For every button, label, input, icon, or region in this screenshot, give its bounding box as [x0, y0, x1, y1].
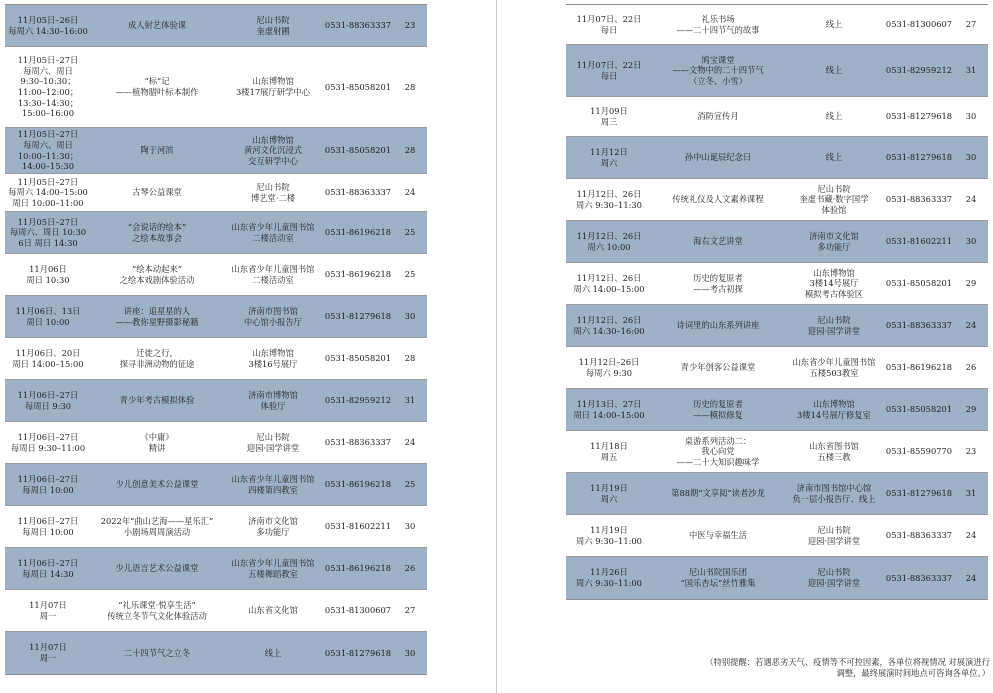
contact-phone: 0531-85590770 [885, 446, 953, 457]
page-number: 30 [965, 236, 977, 247]
event-date: 11月07日 周一 [29, 599, 67, 621]
event-date: 11月06日–27日 每周日 10:00 [17, 515, 79, 537]
event-venue: 尼山书院 奎虚射圃 [256, 14, 290, 36]
table-row [566, 263, 988, 305]
event-date: 11月18日 周五 [590, 440, 628, 462]
page-number: 30 [404, 647, 416, 658]
event-venue: 线上 [825, 19, 843, 30]
contact-phone: 0531-85058201 [885, 278, 953, 289]
event-name: “绘本动起来” 之绘本戏剧体验活动 [119, 263, 195, 285]
contact-phone: 0531-82959212 [324, 395, 392, 406]
event-date: 11月07日 周一 [29, 642, 67, 663]
event-name: 迁徙之行， 探寻非洲动物的征途 [119, 347, 195, 369]
event-name: 历史的复原者 ——模拟修复 [693, 398, 743, 420]
page-number: 29 [965, 278, 977, 289]
event-date: 11月06日–27日 每周日 10:00 [17, 473, 79, 495]
page-number: 31 [404, 395, 416, 406]
event-venue: 山东省图书馆 五楼三教 [809, 440, 859, 462]
page-divider [496, 0, 497, 693]
event-venue: 济南市博物馆 体验厅 [248, 389, 298, 411]
event-name: 2022年“曲山艺海——星乐汇” 小剧场周周演活动 [100, 515, 214, 537]
table-row [5, 5, 427, 47]
event-venue: 尼山书院 迎园·国学讲堂 [807, 524, 861, 546]
contact-phone: 0531-88363337 [885, 194, 953, 205]
page-number: 23 [965, 446, 977, 457]
page-number: 30 [404, 521, 416, 532]
page-number: 24 [965, 320, 977, 331]
contact-phone: 0531-86196218 [885, 362, 953, 373]
contact-phone: 0531-81602211 [885, 236, 953, 247]
event-name: 古琴公益课堂 [132, 187, 182, 198]
page-number: 24 [965, 530, 977, 541]
table-row [566, 137, 988, 179]
event-name: 尼山书院国乐团 “国乐杏坛”丝竹雅集 [680, 567, 756, 588]
page-number: 27 [404, 605, 416, 616]
table-row [5, 254, 427, 296]
event-venue: 尼山书院 迎园·国学讲堂 [246, 431, 300, 453]
event-date: 11月05日–27日 每周六、周日 10:00–11:30； 14:00–15:30 [17, 129, 79, 172]
event-date: 11月05日–27日 每周六、周日 10:30 6日 周日 14:30 [9, 216, 87, 248]
event-date: 11月12日–26日 每周六 9:30 [578, 356, 640, 378]
event-venue: 山东博物馆 3楼14号展厅 模拟考古体验区 [804, 267, 864, 299]
table-row [5, 128, 427, 174]
page-number: 25 [404, 479, 416, 490]
table-row [5, 464, 427, 506]
left-schedule-table [5, 4, 427, 675]
contact-phone: 0531-86196218 [324, 227, 392, 238]
contact-phone: 0531-81279618 [885, 111, 953, 122]
contact-phone: 0531-81279618 [324, 311, 392, 322]
event-date: 11月06日–27日 每周日 14:30 [17, 557, 79, 579]
contact-phone: 0531-81300607 [324, 605, 392, 616]
contact-phone: 0531-85058201 [885, 404, 953, 415]
event-venue: 济南市文化馆 多功能厅 [809, 230, 859, 252]
event-venue: 山东省少年儿童图书馆 五楼舞蹈教室 [231, 557, 315, 579]
page-number: 31 [965, 65, 977, 76]
contact-phone: 0531-85058201 [324, 145, 392, 156]
page-number: 26 [965, 362, 977, 373]
contact-phone: 0531-88363337 [885, 320, 953, 331]
table-row [566, 473, 988, 515]
event-venue: 济南市图书馆中心馆 负一层小报告厅、线上 [792, 482, 876, 504]
contact-phone: 0531-88363337 [885, 530, 953, 541]
page-number: 30 [965, 152, 977, 163]
event-name: 历史的复原者 ——考古初探 [693, 272, 743, 294]
contact-phone: 0531-86196218 [324, 479, 392, 490]
page-number: 24 [965, 194, 977, 205]
page-number: 25 [404, 227, 416, 238]
event-venue: 线上 [825, 152, 843, 163]
event-date: 11月05日–26日 每周六 14:30–16:00 [8, 14, 88, 36]
event-name: 成人射艺体验课 [127, 20, 187, 31]
event-name: 少儿创意美术公益课堂 [115, 479, 199, 490]
table-row [566, 305, 988, 347]
event-name: 海右文艺讲堂 [693, 236, 743, 247]
contact-phone: 0531-81602211 [324, 521, 392, 532]
event-date: 11月12日、26日 周六 14:30–16:00 [573, 314, 645, 336]
contact-phone: 0531-88363337 [885, 572, 953, 583]
event-venue: 山东省少年儿童图书馆 四楼第四教室 [231, 473, 315, 495]
contact-phone: 0531-85058201 [324, 353, 392, 364]
event-date: 11月13日、27日 周日 14:00–15:00 [573, 398, 645, 420]
event-date: 11月05日–27日 每周六、周日 9:30–10:30； 11:00–12:00； 13:30–14:30； 15:00–16:00 [17, 55, 79, 119]
table-row [566, 179, 988, 221]
event-venue: 山东省文化馆 [248, 605, 298, 616]
contact-phone: 0531-85058201 [324, 81, 392, 92]
table-row [5, 47, 427, 128]
event-venue: 尼山书院 迎园·国学讲堂 [807, 314, 861, 336]
page-number: 24 [404, 437, 416, 448]
table-row [5, 296, 427, 338]
table-row [566, 431, 988, 473]
event-name: 中医与幸福生活 [688, 530, 748, 541]
event-venue: 尼山书院 迎园·国学讲堂 [807, 567, 861, 588]
table-row [5, 212, 427, 254]
event-name: 传统礼仪及人文素养课程 [672, 194, 764, 205]
table-row [566, 45, 988, 97]
event-name: 孙中山诞辰纪念日 [684, 152, 752, 163]
event-date: 11月05日–27日 每周六 14:00–15:00 周日 10:00–11:00 [8, 176, 88, 208]
table-row [5, 174, 427, 212]
event-name: 礼乐书场 ——二十四节气的故事 [676, 13, 760, 35]
event-date: 11月07日、22日 每日 [576, 13, 642, 35]
page-number: 25 [404, 269, 416, 280]
event-venue: 线上 [264, 647, 282, 658]
event-name: 鸠宝课堂 ——文物中的二十四节气 （立冬、小雪） [672, 54, 764, 86]
event-name: 桌游系列活动二： 我心向党 ——二十大知识趣味学 [676, 435, 760, 467]
event-name: “标”记 ——植物腊叶标本制作 [115, 76, 199, 97]
event-name: 第88期“文享阅”读者沙龙 [671, 488, 765, 499]
event-venue: 山东博物馆 3楼16号展厅 [248, 347, 298, 369]
table-row [566, 221, 988, 263]
event-date: 11月12日、26日 周六 10:00 [576, 230, 642, 252]
table-row [566, 557, 988, 599]
event-venue: 线上 [825, 65, 843, 76]
page-number: 28 [404, 81, 416, 92]
table-row [5, 422, 427, 464]
event-venue: 山东省少年儿童图书馆 二楼活动室 [231, 263, 315, 285]
event-venue: 济南市图书馆 中心馆小报告厅 [243, 305, 303, 327]
event-venue: 山东省少年儿童图书馆 五楼503教室 [792, 356, 876, 378]
event-name: 陶于河滨 [140, 145, 174, 156]
contact-phone: 0531-81279618 [885, 152, 953, 163]
event-name: 《中庸》 精讲 [140, 431, 174, 453]
right-schedule-table [566, 4, 988, 600]
table-row [5, 506, 427, 548]
event-date: 11月19日 周六 9:30–11:00 [576, 524, 642, 546]
page-number: 29 [965, 404, 977, 415]
contact-phone: 0531-88363337 [324, 20, 392, 31]
page-number: 28 [404, 145, 416, 156]
table-row [566, 5, 988, 45]
table-row [566, 97, 988, 137]
event-date: 11月26日 周六 9:30–11:00 [576, 567, 642, 588]
event-name: 少儿语言艺术公益课堂 [115, 563, 199, 574]
event-venue: 山东博物馆 黄河文化沉浸式 交互研学中心 [243, 134, 303, 166]
event-date: 11月06日–27日 每周日 9:30–11:00 [10, 431, 86, 453]
page-number: 24 [965, 572, 977, 583]
event-name: 二十四节气之立冬 [123, 647, 191, 658]
page-number: 23 [404, 20, 416, 31]
event-name: 青少年创客公益课堂 [680, 362, 756, 373]
page-number: 24 [404, 187, 416, 198]
contact-phone: 0531-81279618 [324, 647, 392, 658]
event-date: 11月06日 周日 10:30 [26, 263, 70, 285]
event-venue: 山东博物馆 3楼14号展厅修复室 [797, 398, 871, 420]
table-row [5, 380, 427, 422]
table-row [566, 347, 988, 389]
table-row [5, 338, 427, 380]
contact-phone: 0531-86196218 [324, 269, 392, 280]
event-venue: 线上 [825, 111, 843, 122]
event-venue: 尼山书院 奎虚书藏·数字国学 体验馆 [799, 183, 869, 215]
event-date: 11月06日、20日 周日 14:00–15:00 [12, 347, 84, 369]
event-name: “会说话的绘本” 之绘本故事会 [127, 221, 187, 243]
table-row [5, 632, 427, 674]
table-row [5, 548, 427, 590]
page-number: 27 [965, 19, 977, 30]
special-notice: （特别提醒：若遇恶劣天气、疫情等不可控因素，各单位将视情况 对展演进行调整，最终展演时间地点可咨询各单位。） [705, 657, 990, 678]
page-number: 30 [404, 311, 416, 322]
contact-phone: 0531-82959212 [885, 65, 953, 76]
event-date: 11月07日、22日 每日 [576, 59, 642, 81]
event-date: 11月06日、13日 周日 10:00 [15, 305, 81, 327]
event-name: “礼乐课堂·悦享生活” 传统立冬节气文化体验活动 [107, 599, 207, 621]
event-date: 11月06日–27日 每周日 9:30 [17, 389, 79, 411]
page-number: 26 [404, 563, 416, 574]
contact-phone: 0531-86196218 [324, 563, 392, 574]
table-row [5, 590, 427, 632]
page-number: 30 [965, 111, 977, 122]
contact-phone: 0531-88363337 [324, 437, 392, 448]
event-date: 11月19日 周六 [590, 482, 628, 504]
event-name: 诗词里的山东系列讲座 [676, 320, 760, 331]
event-date: 11月09日 周三 [590, 105, 628, 127]
event-venue: 山东省少年儿童图书馆 二楼活动室 [231, 221, 315, 243]
contact-phone: 0531-81279618 [885, 488, 953, 499]
event-date: 11月12日 周六 [590, 146, 628, 168]
event-name: 消防宣传月 [697, 111, 739, 122]
contact-phone: 0531-81300607 [885, 19, 953, 30]
event-name: 青少年考古模拟体验 [119, 395, 195, 406]
event-date: 11月12日、26日 周六 9:30–11:30 [576, 188, 642, 210]
event-venue: 山东博物馆 3楼17展厅研学中心 [236, 76, 310, 97]
table-row [566, 515, 988, 557]
event-venue: 济南市文化馆 多功能厅 [248, 515, 298, 537]
event-date: 11月12日、26日 周六 14:00–15:00 [573, 272, 645, 294]
page-number: 28 [404, 353, 416, 364]
page-number: 31 [965, 488, 977, 499]
table-row [566, 389, 988, 431]
contact-phone: 0531-88363337 [324, 187, 392, 198]
event-name: 讲座：追星星的人 ——教你星野摄影秘籍 [115, 305, 199, 327]
event-venue: 尼山书院 博艺堂·二楼 [250, 181, 296, 203]
